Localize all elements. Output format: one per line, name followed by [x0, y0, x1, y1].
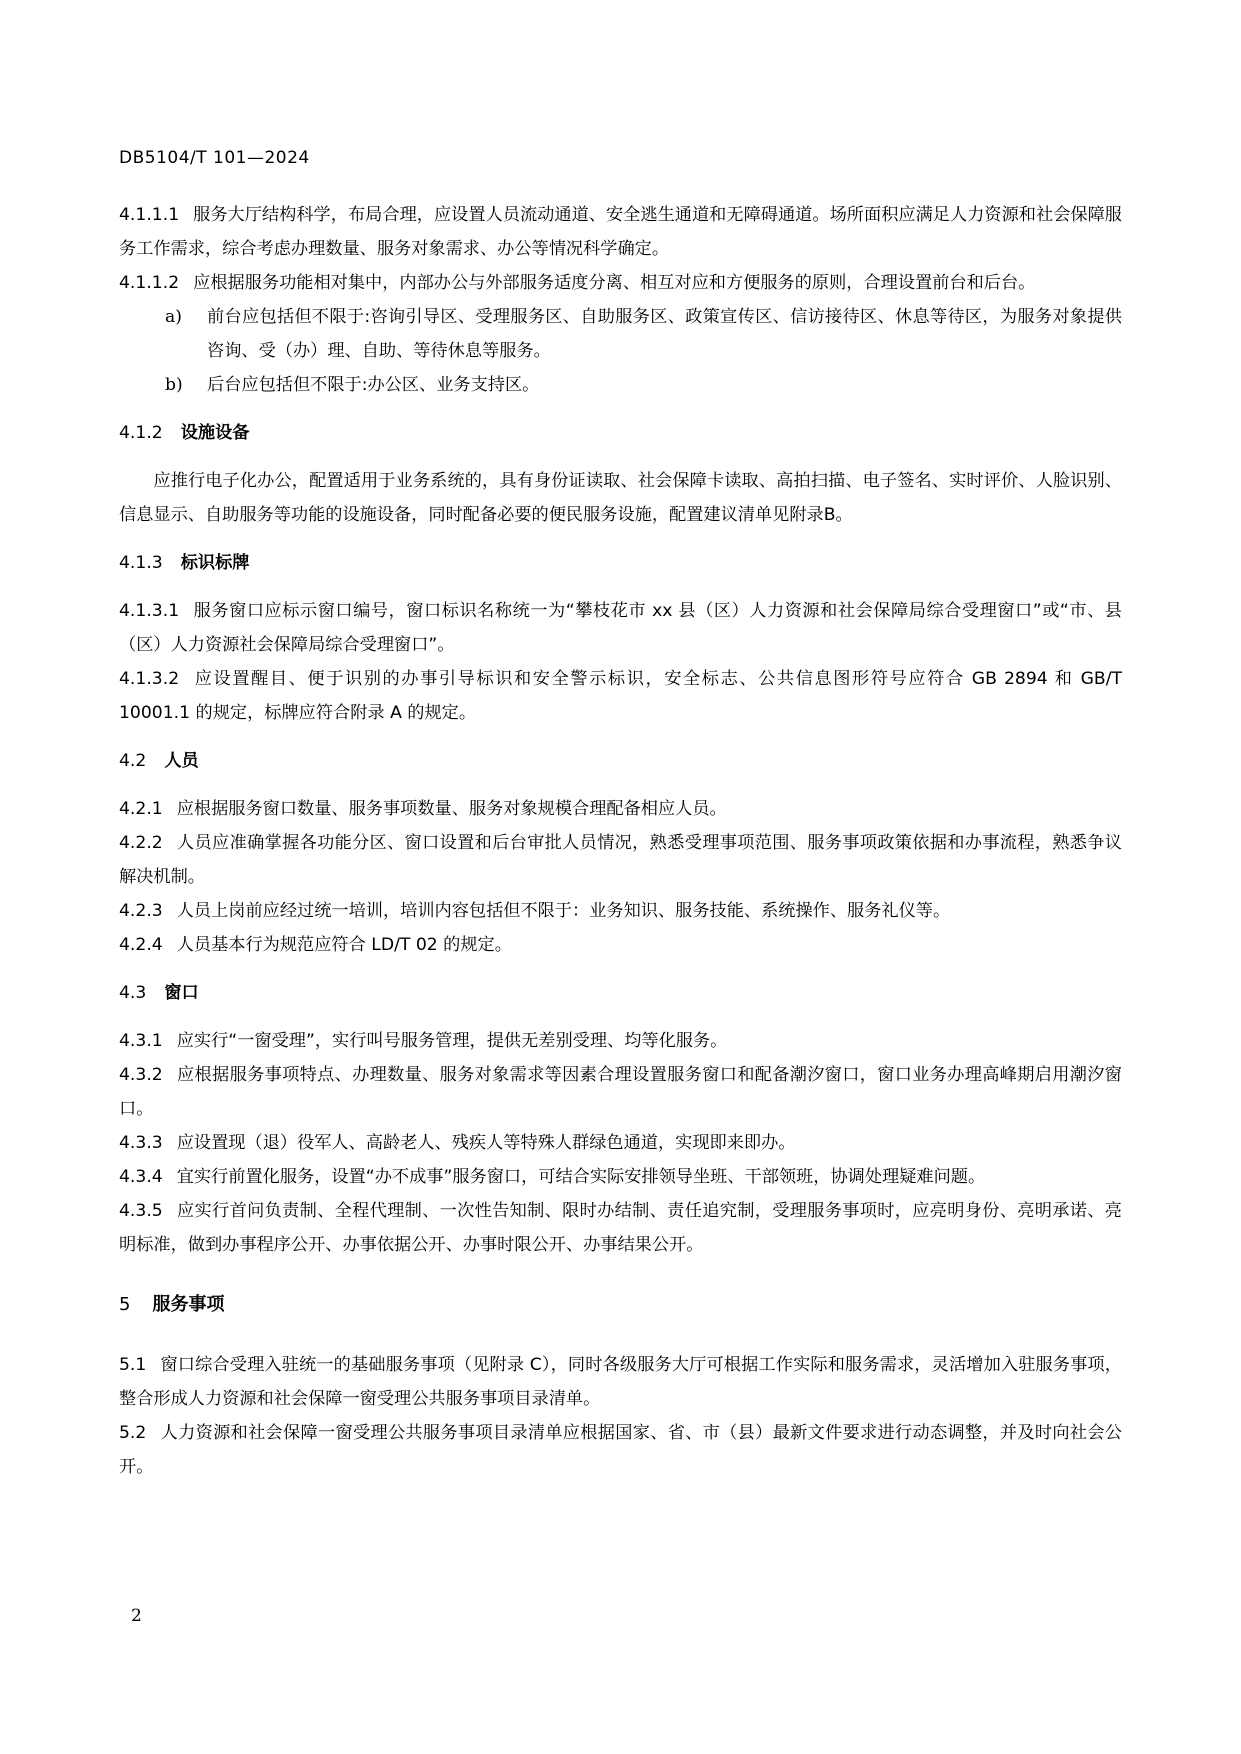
heading-title: 设施设备 — [180, 423, 250, 443]
clause-number: 4.1.1.1 — [119, 205, 180, 225]
clause-number: 4.1.3.2 — [119, 669, 180, 689]
clause-text: 应设置醒目、便于识别的办事引导标识和安全警示标识，安全标志、公共信息图形符号应符合 GB 2894 和 GB/T 10001.1 的规定，标牌应符合附录 A 的规定。 — [119, 669, 1122, 723]
clause-4-2-2 — [119, 826, 1122, 894]
clause-4-1-3-2 — [119, 662, 1122, 730]
clause-number: 4.3.1 — [119, 1031, 163, 1051]
heading-number: 4.1.3 — [119, 553, 163, 573]
list-marker: a) — [165, 307, 182, 327]
heading-number: 4.1.2 — [119, 423, 163, 443]
heading-4-1-3 — [119, 546, 1122, 580]
clause-4-3-1 — [119, 1024, 1122, 1058]
heading-number: 4.3 — [119, 983, 147, 1003]
clause-text: 服务窗口应标示窗口编号，窗口标识名称统一为“攀枝花市 xx 县（区）人力资源和社会保障局综合受理窗口”或“市、县（区）人力资源社会保障局综合受理窗口”。 — [119, 601, 1122, 655]
clause-number: 4.2.2 — [119, 833, 163, 853]
heading-number: 4.2 — [119, 751, 147, 771]
clause-text: 应根据服务事项特点、办理数量、服务对象需求等因素合理设置服务窗口和配备潮汐窗口，窗口业务办理高峰期启用潮汐窗口。 — [119, 1065, 1122, 1119]
clause-number: 4.1.3.1 — [119, 601, 180, 621]
clause-text: 人员基本行为规范应符合 LD/T 02 的规定。 — [176, 935, 512, 955]
clause-number: 4.3.4 — [119, 1167, 163, 1187]
clause-number: 4.2.4 — [119, 935, 163, 955]
chapter-number: 5 — [119, 1294, 131, 1315]
clause-text: 人力资源和社会保障一窗受理公共服务事项目录清单应根据国家、省、市（县）最新文件要求进行动态调整，并及时向社会公开。 — [119, 1423, 1122, 1477]
clause-5-2 — [119, 1416, 1122, 1484]
list-text: 前台应包括但不限于:咨询引导区、受理服务区、自助服务区、政策宣传区、信访接待区、休息等待区，为服务对象提供咨询、受（办）理、自助、等待休息等服务。 — [207, 307, 1122, 361]
clause-number: 5.1 — [119, 1355, 147, 1375]
paragraph-4-1-2: 应推行电子化办公，配置适用于业务系统的，具有身份证读取、社会保障卡读取、高拍扫描、电子签名、实时评价、人脸识别、信息显示、自助服务等功能的设施设备，同时配备必要的便民服务设施，配置建议清单见附录B。 — [119, 471, 1122, 525]
clause-4-1-1-1 — [119, 198, 1122, 266]
clause-text: 人员上岗前应经过统一培训，培训内容包括但不限于：业务知识、服务技能、系统操作、服务礼仪等。 — [176, 901, 951, 921]
page-number: 2 — [131, 1606, 142, 1626]
clause-number: 5.2 — [119, 1423, 147, 1443]
list-item-b — [119, 368, 1122, 402]
clause-4-2-3 — [119, 894, 1122, 928]
clause-4-3-3 — [119, 1126, 1122, 1160]
list-item-a — [119, 300, 1122, 368]
document-code: DB5104/T 101—2024 — [119, 148, 310, 168]
clause-number: 4.2.3 — [119, 901, 163, 921]
heading-title: 窗口 — [164, 983, 199, 1003]
list-marker: b) — [165, 375, 183, 395]
chapter-5-heading — [119, 1288, 1122, 1322]
clause-4-3-4 — [119, 1160, 1122, 1194]
clause-text: 人员应准确掌握各功能分区、窗口设置和后台审批人员情况，熟悉受理事项范围、服务事项政策依据和办事流程，熟悉争议解决机制。 — [119, 833, 1122, 887]
clause-text: 窗口综合受理入驻统一的基础服务事项（见附录 C），同时各级服务大厅可根据工作实际和服务需求，灵活增加入驻服务事项，整合形成人力资源和社会保障一窗受理公共服务事项目录清单。 — [119, 1355, 1122, 1409]
clause-text: 宜实行前置化服务，设置“办不成事”服务窗口，可结合实际安排领导坐班、干部领班，协调处理疑难问题。 — [176, 1167, 986, 1187]
clause-4-3-5 — [119, 1194, 1122, 1262]
clause-4-2-4 — [119, 928, 1122, 962]
clause-4-3-2 — [119, 1058, 1122, 1126]
clause-number: 4.1.1.2 — [119, 273, 180, 293]
clause-text: 服务大厅结构科学，布局合理，应设置人员流动通道、安全逃生通道和无障碍通道。场所面积应满足人力资源和社会保障服务工作需求，综合考虑办理数量、服务对象需求、办公等情况科学确定。 — [119, 205, 1122, 259]
clause-text: 应根据服务窗口数量、服务事项数量、服务对象规模合理配备相应人员。 — [176, 799, 727, 819]
heading-title: 人员 — [164, 751, 199, 771]
clause-text: 应设置现（退）役军人、高龄老人、残疾人等特殊人群绿色通道，实现即来即办。 — [176, 1133, 796, 1153]
heading-4-1-2 — [119, 416, 1122, 450]
list-text: 后台应包括但不限于:办公区、业务支持区。 — [207, 375, 540, 395]
document-body — [119, 198, 1122, 1484]
clause-4-1-3-1 — [119, 594, 1122, 662]
heading-title: 标识标牌 — [180, 553, 250, 573]
clause-number: 4.3.3 — [119, 1133, 163, 1153]
clause-number: 4.3.2 — [119, 1065, 163, 1085]
clause-text: 应实行首问负责制、全程代理制、一次性告知制、限时办结制、责任追究制，受理服务事项时，应亮明身份、亮明承诺、亮明标准，做到办事程序公开、办事依据公开、办事时限公开、办事结果公开。 — [119, 1201, 1122, 1255]
clause-number: 4.2.1 — [119, 799, 163, 819]
clause-4-1-1-2 — [119, 266, 1122, 300]
clause-text: 应实行“一窗受理”，实行叫号服务管理，提供无差别受理、均等化服务。 — [176, 1031, 728, 1051]
heading-4-3 — [119, 976, 1122, 1010]
clause-number: 4.3.5 — [119, 1201, 163, 1221]
clause-4-2-1 — [119, 792, 1122, 826]
clause-5-1 — [119, 1348, 1122, 1416]
heading-4-2 — [119, 744, 1122, 778]
clause-text: 应根据服务功能相对集中，内部办公与外部服务适度分离、相互对应和方便服务的原则，合理设置前台和后台。 — [193, 273, 1036, 293]
chapter-title: 服务事项 — [152, 1294, 225, 1315]
